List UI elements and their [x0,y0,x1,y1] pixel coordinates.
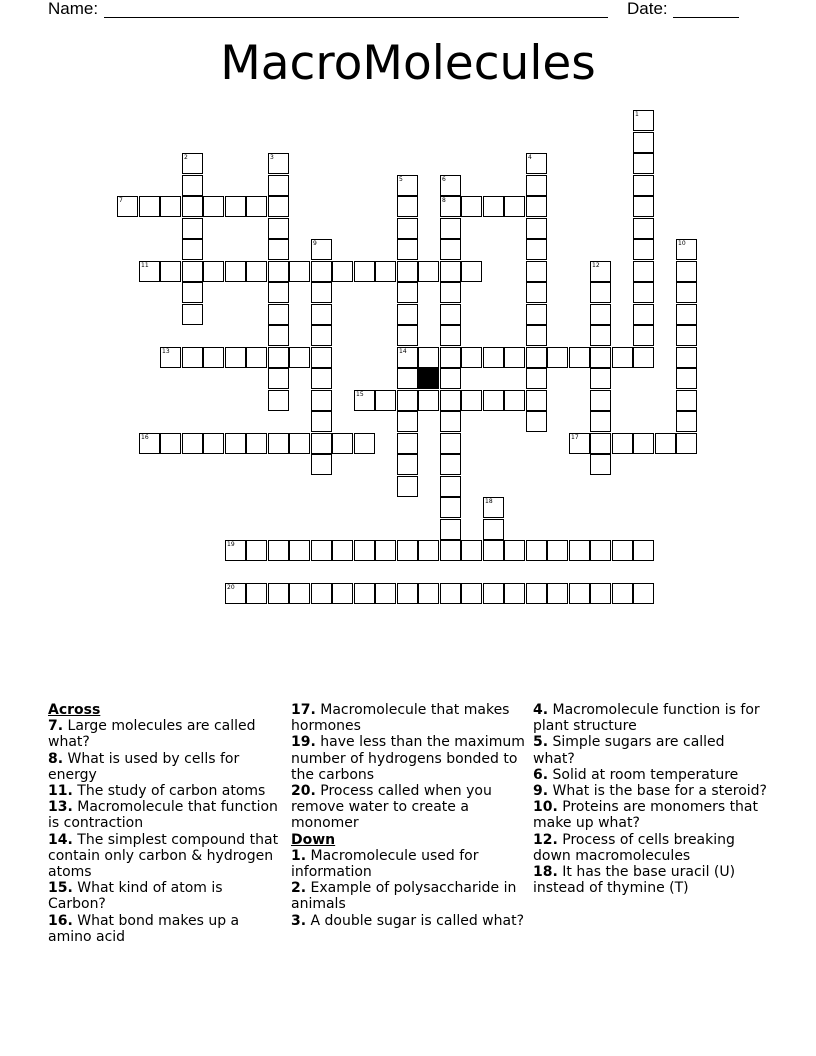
crossword-cell[interactable] [225,583,246,604]
crossword-cell[interactable] [397,433,418,454]
cell-number: 20 [227,584,235,591]
crossword-cell[interactable] [526,583,547,604]
crossword-cell[interactable] [139,433,160,454]
crossword-cell[interactable] [633,583,654,604]
crossword-cell[interactable] [397,239,418,260]
crossword-cell[interactable] [397,476,418,497]
crossword-cell[interactable] [268,325,289,346]
crossword-cell[interactable] [461,540,482,561]
crossword-cell[interactable] [633,304,654,325]
clue-column-3 [533,702,768,896]
crossword-cell[interactable] [590,304,611,325]
cell-number: 10 [678,240,686,247]
clue-down-9: 9. What is the base for a steroid? [533,783,767,800]
clue-across-19: 19. have less than the maximum number of hydrogens bonded to the carbons [291,734,525,783]
crossword-cell[interactable] [182,153,203,174]
crossword-cell[interactable] [440,196,461,217]
crossword-cell[interactable] [246,583,267,604]
crossword-cell[interactable] [375,583,396,604]
crossword-cell[interactable] [268,304,289,325]
crossword-cell[interactable] [461,583,482,604]
crossword-cell[interactable] [569,347,590,368]
crossword-cell[interactable] [633,153,654,174]
crossword-cell[interactable] [676,433,697,454]
crossword-cell[interactable] [397,390,418,411]
crossword-cell[interactable] [633,433,654,454]
crossword-cell[interactable] [676,261,697,282]
clue-across-7: 7. Large molecules are called what? [48,718,256,751]
name-label: Name: [48,0,99,18]
crossword-cell[interactable] [182,433,203,454]
crossword-cell[interactable] [268,153,289,174]
crossword-cell[interactable] [397,282,418,303]
crossword-cell[interactable] [483,519,504,540]
crossword-cell[interactable] [397,325,418,346]
clue-down-6: 6. Solid at room temperature [533,766,739,783]
crossword-cell[interactable] [332,433,353,454]
crossword-cell[interactable] [633,218,654,239]
crossword-cell[interactable] [268,540,289,561]
crossword-cell[interactable] [440,304,461,325]
crossword-cell[interactable] [633,239,654,260]
crossword-cell[interactable] [655,433,676,454]
crossword-cell[interactable] [268,368,289,389]
crossword-cell[interactable] [160,261,181,282]
crossword-cell[interactable] [526,304,547,325]
crossword-cell[interactable] [612,347,633,368]
clue-across-16: 16. What bond makes up a amino acid [48,912,240,945]
crossword-cell[interactable] [182,347,203,368]
crossword-cell[interactable] [397,261,418,282]
crossword-cell[interactable] [289,583,310,604]
cell-number: 2 [184,154,188,161]
crossword-cell[interactable] [676,390,697,411]
clue-across-11: 11. The study of carbon atoms [48,783,266,800]
crossword-cell[interactable] [440,411,461,432]
crossword-cell[interactable] [676,325,697,346]
crossword-cell[interactable] [311,261,332,282]
crossword-cell[interactable] [526,218,547,239]
crossword-cell[interactable] [676,347,697,368]
clue-down-4: 4. Macromolecule function is for plant structure [533,702,760,735]
crossword-cell[interactable] [354,390,375,411]
crossword-cell[interactable] [246,433,267,454]
crossword-cell[interactable] [311,540,332,561]
crossword-cell[interactable] [526,368,547,389]
cell-number: 5 [399,176,403,183]
crossword-cell[interactable] [225,196,246,217]
clue-down-2: 2. Example of polysaccharide in animals [291,880,517,913]
crossword-cell[interactable] [590,411,611,432]
crossword-cell[interactable] [676,282,697,303]
crossword-cell[interactable] [203,433,224,454]
crossword-cell[interactable] [483,540,504,561]
crossword-cell[interactable] [311,411,332,432]
crossword-cell[interactable] [375,540,396,561]
crossword-cell[interactable] [590,583,611,604]
crossword-cell[interactable] [547,347,568,368]
crossword-cell[interactable] [440,540,461,561]
crossword-cell[interactable] [526,540,547,561]
crossword-cell[interactable] [461,261,482,282]
crossword-cell[interactable] [526,325,547,346]
crossword-cell[interactable] [590,261,611,282]
crossword-cell[interactable] [311,282,332,303]
crossword-cell[interactable] [483,497,504,518]
crossword-cell[interactable] [504,540,525,561]
crossword-cell[interactable] [203,261,224,282]
crossword-cell[interactable] [440,476,461,497]
crossword-cell[interactable] [311,325,332,346]
crossword-cell[interactable] [246,540,267,561]
crossword-cell[interactable] [397,540,418,561]
crossword-cell[interactable] [289,261,310,282]
crossword-cell[interactable] [590,390,611,411]
cell-number: 14 [399,348,407,355]
crossword-cell[interactable] [289,433,310,454]
cell-number: 6 [442,176,446,183]
crossword-cell[interactable] [182,304,203,325]
crossword-cell[interactable] [526,175,547,196]
crossword-cell[interactable] [440,325,461,346]
crossword-cell[interactable] [246,347,267,368]
crossword-cell[interactable] [504,390,525,411]
cell-number: 16 [141,434,149,441]
crossword-cell[interactable] [332,583,353,604]
crossword-cell[interactable] [676,411,697,432]
clue-across-15: 15. What kind of atom is Carbon? [48,880,223,913]
crossword-cell[interactable] [268,433,289,454]
clue-across-8: 8. What is used by cells for energy [48,750,240,783]
crossword-cell[interactable] [526,196,547,217]
crossword-cell[interactable] [311,433,332,454]
crossword-cell[interactable] [526,390,547,411]
crossword-cell[interactable] [526,153,547,174]
crossword-cell[interactable] [504,583,525,604]
crossword-cell[interactable] [633,196,654,217]
clue-down-18: 18. It has the base uracil (U) instead of thymine (T) [533,864,736,897]
crossword-cell[interactable] [526,282,547,303]
crossword-cell[interactable] [311,368,332,389]
crossword-cell[interactable] [590,347,611,368]
crossword-cell[interactable] [268,239,289,260]
crossword-cell[interactable] [547,540,568,561]
crossword-cell[interactable] [375,261,396,282]
crossword-cell[interactable] [354,540,375,561]
crossword-cell[interactable] [203,196,224,217]
crossword-cell[interactable] [526,347,547,368]
cell-number: 19 [227,541,235,548]
crossword-cell[interactable] [289,540,310,561]
crossword-cell[interactable] [375,390,396,411]
crossword-cell[interactable] [590,282,611,303]
crossword-cell[interactable] [332,540,353,561]
crossword-cell[interactable] [526,239,547,260]
crossword-cell[interactable] [418,261,439,282]
crossword-cell[interactable] [504,196,525,217]
crossword-cell[interactable] [590,325,611,346]
clue-across-20: 20. Process called when you remove water to create a monomer [291,783,492,832]
crossword-cell[interactable] [268,261,289,282]
cell-number: 4 [528,154,532,161]
crossword-cell[interactable] [590,540,611,561]
cell-number: 7 [119,197,123,204]
crossword-cell[interactable] [526,411,547,432]
crossword-cell[interactable] [590,368,611,389]
crossword-cell[interactable] [268,196,289,217]
clue-across-14: 14. The simplest compound that contain only carbon & hydrogen atoms [48,831,279,881]
crossword-cell[interactable] [160,347,181,368]
cell-number: 1 [635,111,639,118]
crossword-cell[interactable] [461,347,482,368]
crossword-cell[interactable] [182,218,203,239]
crossword-cell[interactable] [569,540,590,561]
crossword-cell[interactable] [440,583,461,604]
crossword-cell[interactable] [612,583,633,604]
clue-down-10: 10. Proteins are monomers that make up what? [533,799,758,832]
crossword-cell[interactable] [569,583,590,604]
crossword-cell[interactable] [440,454,461,475]
crossword-cell[interactable] [225,347,246,368]
crossword-cell[interactable] [676,239,697,260]
clue-down-5: 5. Simple sugars are called what? [533,734,725,767]
across-heading: Across [48,702,101,718]
date-label: Date: [627,0,668,18]
crossword-cell[interactable] [311,347,332,368]
crossword-cell[interactable] [418,583,439,604]
crossword-cell[interactable] [225,261,246,282]
crossword-cell[interactable] [633,325,654,346]
crossword-cell[interactable] [225,433,246,454]
crossword-cell[interactable] [203,347,224,368]
crossword-cell[interactable] [483,390,504,411]
crossword-cell[interactable] [397,411,418,432]
crossword-cell[interactable] [160,196,181,217]
crossword-cell[interactable] [182,282,203,303]
crossword-cell[interactable] [117,196,138,217]
clue-down-12: 12. Process of cells breaking down macromolecules [533,831,735,864]
crossword-cell[interactable] [633,110,654,131]
page-title: MacroMolecules [220,36,596,91]
crossword-cell[interactable] [440,239,461,260]
crossword-cell[interactable] [440,433,461,454]
crossword-cell[interactable] [311,390,332,411]
crossword-cell[interactable] [139,261,160,282]
crossword-cell[interactable] [440,261,461,282]
crossword-cell[interactable] [160,433,181,454]
crossword-cell[interactable] [676,368,697,389]
crossword-cell[interactable] [268,390,289,411]
crossword-cell[interactable] [612,433,633,454]
crossword-cell[interactable] [268,347,289,368]
crossword-cell[interactable] [483,196,504,217]
crossword-cell[interactable] [397,368,418,389]
crossword-cell[interactable] [397,454,418,475]
crossword-cell[interactable] [311,583,332,604]
clue-across-13: 13. Macromolecule that function is contraction [48,799,278,832]
crossword-cell[interactable] [440,390,461,411]
crossword-cell[interactable] [182,239,203,260]
crossword-cell[interactable] [504,347,525,368]
crossword-cell[interactable] [440,282,461,303]
clue-down-1: 1. Macromolecule used for information [291,847,479,881]
crossword-cell[interactable] [526,261,547,282]
crossword-cell[interactable] [397,347,418,368]
crossword-cell[interactable] [590,433,611,454]
crossword-cell[interactable] [676,304,697,325]
crossword-cell[interactable] [311,454,332,475]
down-heading: Down [291,831,336,848]
clue-column-2 [291,702,526,929]
crossword-cell[interactable] [311,239,332,260]
crossword-cell[interactable] [633,347,654,368]
crossword-cell[interactable] [397,196,418,217]
crossword-cell[interactable] [289,347,310,368]
clue-across-17: 17. Macromolecule that makes hormones [291,702,510,735]
crossword-cell[interactable] [397,218,418,239]
cell-number: 15 [356,391,364,398]
crossword-cell[interactable] [354,583,375,604]
crossword-cell[interactable] [633,282,654,303]
cell-number: 3 [270,154,274,161]
crossword-cell[interactable] [246,196,267,217]
crossword-cell[interactable] [246,261,267,282]
cell-number: 12 [592,262,600,269]
crossword-cell[interactable] [633,261,654,282]
crossword-cell[interactable] [268,282,289,303]
crossword-cell[interactable] [461,390,482,411]
crossword-cell[interactable] [440,175,461,196]
crossword-cell[interactable] [461,196,482,217]
crossword-cell[interactable] [182,196,203,217]
crossword-cell[interactable] [268,175,289,196]
crossword-cell[interactable] [440,497,461,518]
crossword-cell[interactable] [225,540,246,561]
crossword-cell[interactable] [633,540,654,561]
crossword-cell[interactable] [268,583,289,604]
cell-number: 13 [162,348,170,355]
crossword-cell[interactable] [418,347,439,368]
crossword-cell[interactable] [633,175,654,196]
crossword-cell[interactable] [440,347,461,368]
crossword-cell[interactable] [332,261,353,282]
crossword-cell[interactable] [397,583,418,604]
crossword-cell[interactable] [139,196,160,217]
crossword-cell[interactable] [440,368,461,389]
crossword-cell[interactable] [354,433,375,454]
crossword-cell[interactable] [590,454,611,475]
crossword-cell[interactable] [440,519,461,540]
crossword-cell[interactable] [633,132,654,153]
clue-column-1 [48,702,283,945]
cell-number: 17 [571,434,579,441]
crossword-cell[interactable] [483,583,504,604]
crossword-cell[interactable] [268,218,289,239]
crossword-cell[interactable] [397,304,418,325]
crossword-cell[interactable] [182,261,203,282]
crossword-cell[interactable] [547,583,568,604]
crossword-cell[interactable] [397,175,418,196]
cell-number: 8 [442,197,446,204]
cell-number: 11 [141,262,149,269]
cell-number: 9 [313,240,317,247]
crossword-cell[interactable] [483,347,504,368]
crossword-cell[interactable] [612,540,633,561]
crossword-cell[interactable] [440,218,461,239]
crossword-cell[interactable] [311,304,332,325]
crossword-cell[interactable] [354,261,375,282]
crossword-cell[interactable] [182,175,203,196]
crossword-cell[interactable] [418,540,439,561]
black-cell [418,368,439,389]
cell-number: 18 [485,498,493,505]
crossword-cell[interactable] [418,390,439,411]
clue-down-3: 3. A double sugar is called what? [291,912,525,929]
crossword-cell[interactable] [569,433,590,454]
